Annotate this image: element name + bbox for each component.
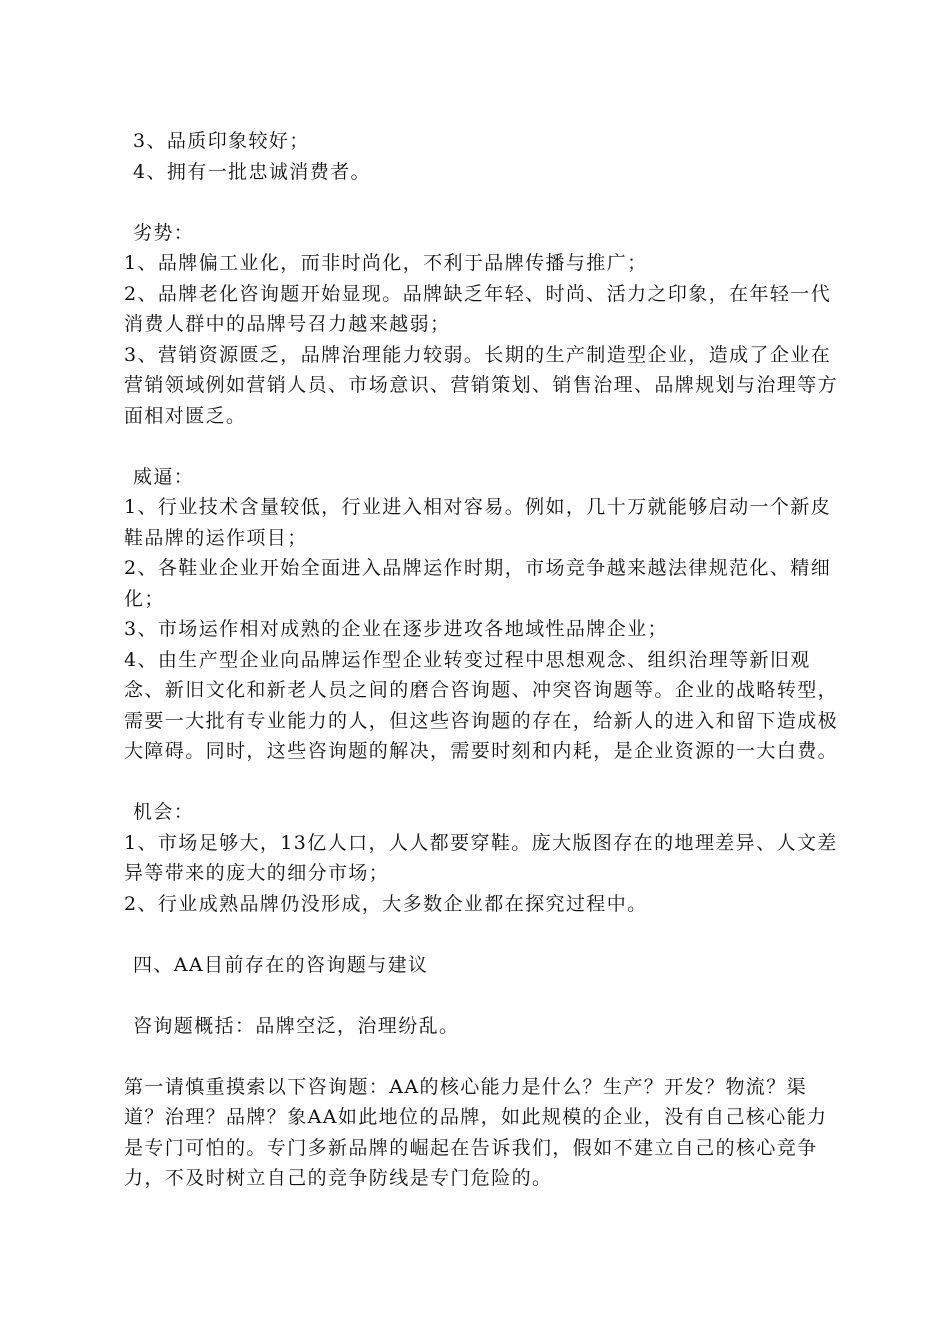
section-four-heading: 四、AA目前存在的咨询题与建议 [133, 953, 429, 976]
threat-item-2: 2、各鞋业企业开始全面进入品牌运作时期，市场竞争越来越法律规范化、精细化； [124, 557, 832, 610]
first-point-paragraph: 第一请慎重摸索以下咨询题：AA的核心能力是什么？生产？开发？物流？渠道？治理？品牌？象AA如此地位的品牌，如此规模的企业，没有自己核心能力是专门可怕的。专门多新品牌的崛起在告诉我们，假如不建立自己的核心竞争力，不及时树立自己的竞争防线是专门危险的。 [124, 1075, 828, 1189]
spacer [114, 1041, 844, 1072]
problem-summary: 咨询题概括：品牌空泛，治理纷乱。 [133, 1014, 460, 1037]
weakness-item-3: 3、营销资源匮乏，品牌治理能力较弱。长期的生产制造型企业，造成了企业在营销领域例如营销人员、市场意识、营销策划、销售治理、品牌规划与治理等方面相对匮乏。 [124, 343, 839, 427]
weaknesses-section [114, 218, 844, 432]
spacer [114, 919, 844, 950]
opportunity-item-1: 1、市场足够大，13亿人口，人人都要穿鞋。庞大版图存在的地理差异、人文差异等带来的庞大的细分市场； [124, 831, 838, 884]
weakness-item-1: 1、品牌偏工业化，而非时尚化，不利于品牌传播与推广； [124, 252, 648, 274]
strengths-tail-list [114, 126, 844, 187]
weaknesses-heading: 劣势： [133, 221, 195, 244]
spacer [114, 767, 844, 798]
opportunities-heading: 机会： [133, 801, 195, 823]
opportunity-item-2: 2、行业成熟品牌仍没形成，大多数企业都在探究过程中。 [124, 892, 648, 915]
weakness-item-2: 2、品牌老化咨询题开始显现。品牌缺乏年轻、时尚、活力之印象，在年轻一代消费人群中的品牌号召力越来越弱； [124, 282, 832, 335]
spacer [114, 431, 844, 462]
spacer [114, 187, 844, 218]
threat-item-3: 3、市场运作相对成熟的企业在逐步进攻各地域性品牌企业； [124, 618, 668, 640]
threats-heading: 威逼： [133, 465, 195, 488]
strength-item-4: 4、拥有一批忠诚消费者。 [133, 160, 371, 183]
threat-item-4: 4、由生产型企业向品牌运作型企业转变过程中思想观念、组织治理等新旧观念、新旧文化和新老人员之间的磨合咨询题、冲突咨询题等。企业的战略转型，需要一大批有专业能力的人，但这些咨询题的存在，给新人的进入和留下造成极大障碍。同时，这些咨询题的解决，需要时刻和内耗，是企业资源的一大白费。 [124, 648, 839, 762]
document-body [114, 126, 844, 1194]
threat-item-1: 1、行业技术含量较低，行业进入相对容易。例如，几十万就能够启动一个新皮鞋品牌的运作项目； [124, 496, 832, 549]
threats-section [114, 462, 844, 767]
strength-item-3: 3、品质印象较好； [133, 130, 310, 152]
opportunities-section [114, 797, 844, 919]
spacer [114, 980, 844, 1011]
